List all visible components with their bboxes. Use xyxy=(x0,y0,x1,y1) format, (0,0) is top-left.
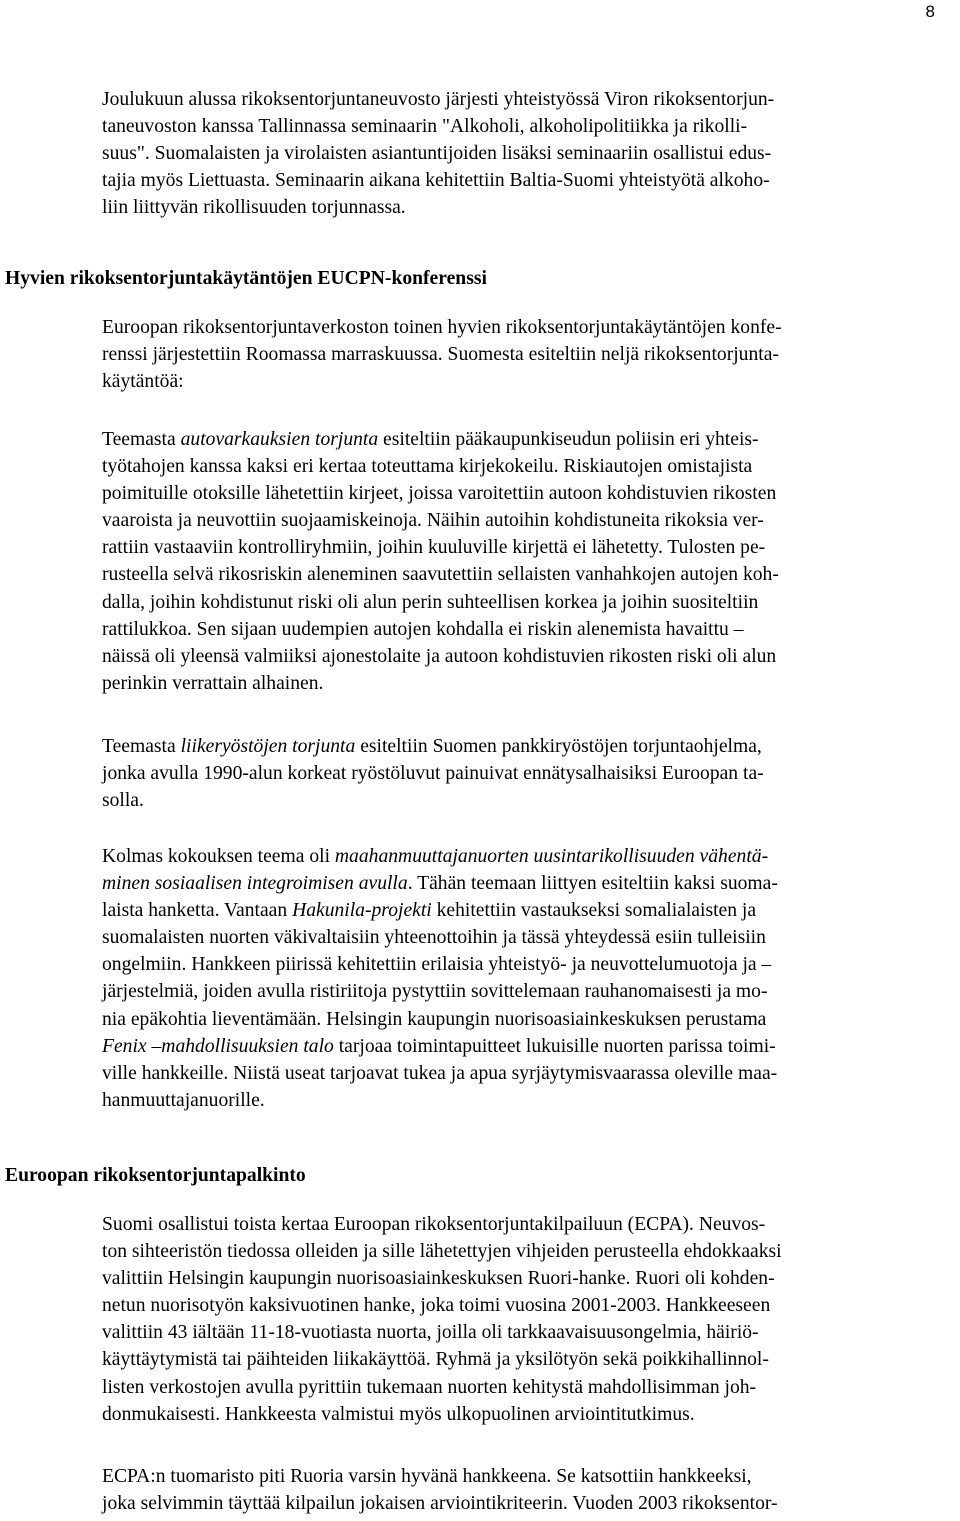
text-line: valittiin Helsingin kaupungin nuorisoasiainkeskuksen Ruori-hanke. Ruori oli kohden- xyxy=(102,1268,775,1290)
section-heading-ecpa: Euroopan rikoksentorjuntapalkinto xyxy=(5,1165,306,1186)
text-line: liin liittyvän rikollisuuden torjunnassa. xyxy=(102,197,406,219)
text-line: näissä oli yleensä valmiiksi ajonestolaite ja autoon kohdistuvien rikosten riski oli alun xyxy=(102,645,777,667)
ecpa-paragraph xyxy=(102,1211,958,1428)
page-number: 8 xyxy=(925,2,935,21)
text-line: minen sosiaalisen integroimisen avulla. Tähän teemaan liittyen esiteltiin kaksi suoma- xyxy=(102,873,778,895)
eucpn-intro-paragraph xyxy=(102,314,958,395)
italic-topic: minen sosiaalisen integroimisen avulla xyxy=(102,873,408,895)
jury-paragraph xyxy=(102,1463,958,1517)
italic-topic: liikeryöstöjen torjunta xyxy=(180,736,356,757)
text-line: solla. xyxy=(102,790,144,812)
text-line: Euroopan rikoksentorjuntaverkoston toinen hyvien rikoksentorjuntakäytäntöjen konfe- xyxy=(102,317,782,338)
text-line: ton sihteeristön tiedossa olleiden ja sille lähetettyjen vihjeiden perusteella ehdokkaaksi xyxy=(102,1241,782,1263)
text-line: suus". Suomalaisten ja virolaisten asiantuntijoiden lisäksi seminaariin osallistui edus- xyxy=(102,143,772,165)
italic-topic: maahanmuuttajanuorten uusintarikollisuuden vähentä- xyxy=(334,846,769,867)
text-line: tajia myös Liettuasta. Seminaarin aikana kehitettiin Baltia-Suomi yhteistyötä alkoho- xyxy=(102,170,770,192)
text-line: rattilukkoa. Sen sijaan uudempien autojen kohdalla ei riskin alenemista havaittu – xyxy=(102,618,744,640)
text-line: perinkin verrattain alhainen. xyxy=(102,672,324,694)
italic-topic: autovarkauksien torjunta xyxy=(180,429,379,450)
text-line: Joulukuun alussa rikoksentorjuntaneuvosto järjesti yhteistyössä Viron rikoksentorjun- xyxy=(102,89,775,110)
text-line: listen verkostojen avulla pyrittiin tukemaan nuorten kehitystä mahdollisimman joh- xyxy=(102,1376,757,1398)
text-line: Suomi osallistui toista kertaa Euroopan rikoksentorjuntakilpailuun (ECPA). Neuvos- xyxy=(102,1214,766,1235)
text-line: vaaroista ja neuvottiin suojaamiskeinoja. Näihin autoihin kohdistuneita rikoksia ver- xyxy=(102,510,764,532)
text-line: donmukaisesti. Hankkeesta valmistui myös ulkopuolinen arviointitutkimus. xyxy=(102,1403,695,1425)
text-line: ECPA:n tuomaristo piti Ruoria varsin hyvänä hankkeena. Se katsottiin hankkeeksi, xyxy=(102,1466,752,1487)
text-line: rusteella selvä rikosriskin aleneminen saavutettiin sellaisten vanhahkojen autojen koh- xyxy=(102,564,779,586)
text-line: laista hanketta. Vantaan Hakunila-projekti kehitettiin vastaukseksi somalialaisten ja xyxy=(102,900,757,922)
italic-project-name: Hakunila-projekti xyxy=(292,900,432,922)
intro-paragraph xyxy=(102,86,958,221)
text-line: joka selvimmin täyttää kilpailun jokaisen arviointikriteerin. Vuoden 2003 rikoksentor- xyxy=(102,1493,778,1515)
text-line: poimituille otoksille lähetettiin kirjeet, joissa varoitettiin autoon kohdistuvien rikosten xyxy=(102,483,777,505)
text-line: Fenix –mahdollisuuksien talo tarjoaa toimintapuitteet lukuisille nuorten parissa toimi- xyxy=(102,1035,776,1057)
text-line: suomalaisten nuorten väkivaltaisiin yhteenottoihin ja tässä yhteydessä esiin tulleisiin xyxy=(102,927,766,949)
text-line: työtahojen kanssa kaksi eri kertaa toteuttama kirjekokeilu. Riskiautojen omistajista xyxy=(102,456,753,478)
car-theft-paragraph xyxy=(102,426,958,697)
text-line: Teemasta autovarkauksien torjunta esiteltiin pääkaupunkiseudun poliisin eri yhteis- xyxy=(102,429,759,450)
text-line: Kolmas kokouksen teema oli maahanmuuttajanuorten uusintarikollisuuden vähentä- xyxy=(102,846,769,867)
text-line: jonka avulla 1990-alun korkeat ryöstöluvut painuivat ennätysalhaisiksi Euroopan ta- xyxy=(102,763,764,785)
text-line: nia epäkohtia lieventämään. Helsingin kaupungin nuorisoasiainkeskuksen perustama xyxy=(102,1008,767,1030)
robbery-paragraph xyxy=(102,733,958,814)
text-line: hanmuuttajanuorille. xyxy=(102,1089,265,1111)
text-line: valittiin 43 iältään 11-18-vuotiasta nuorta, joilla oli tarkkaavaisuusongelmia, häiriö- xyxy=(102,1322,759,1344)
text-line: Teemasta liikeryöstöjen torjunta esiteltiin Suomen pankkiryöstöjen torjuntaohjelma, xyxy=(102,736,762,757)
section-heading-eucpn: Hyvien rikoksentorjuntakäytäntöjen EUCPN-konferenssi xyxy=(5,268,487,289)
text-line: käytäntöä: xyxy=(102,371,184,393)
immigrant-youth-paragraph xyxy=(102,843,958,1114)
text-line: renssi järjestettiin Roomassa marraskuussa. Suomesta esiteltiin neljä rikoksentorjunta- xyxy=(102,344,779,366)
text-line: netun nuorisotyön kaksivuotinen hanke, joka toimi vuosina 2001-2003. Hankkeeseen xyxy=(102,1295,771,1317)
text-line: järjestelmiä, joiden avulla ristiriitoja pystyttiin sovittelemaan rauhanomaisesti ja mo- xyxy=(102,981,768,1003)
text-line: ville hankkeille. Niistä useat tarjoavat tukea ja apua syrjäytymisvaarassa oleville maa- xyxy=(102,1062,778,1084)
italic-project-name: Fenix –mahdollisuuksien talo xyxy=(102,1035,334,1057)
text-line: ongelmiin. Hankkeen piirissä kehitettiin erilaisia yhteistyö- ja neuvottelumuotoja ja – xyxy=(102,954,772,976)
text-line: rattiin vastaaviin kontrolliryhmiin, joihin kuuluville kirjettä ei lähetetty. Tulosten pe- xyxy=(102,537,766,559)
text-line: dalla, joihin kohdistunut riski oli alun perin suhteellisen korkea ja joihin suositeltiin xyxy=(102,591,759,613)
text-line: käyttäytymistä tai päihteiden liikakäyttöä. Ryhmä ja yksilötyön sekä poikkihallinnol- xyxy=(102,1349,769,1371)
text-line: taneuvoston kanssa Tallinnassa seminaarin "Alkoholi, alkoholipolitiikka ja rikolli- xyxy=(102,116,748,138)
